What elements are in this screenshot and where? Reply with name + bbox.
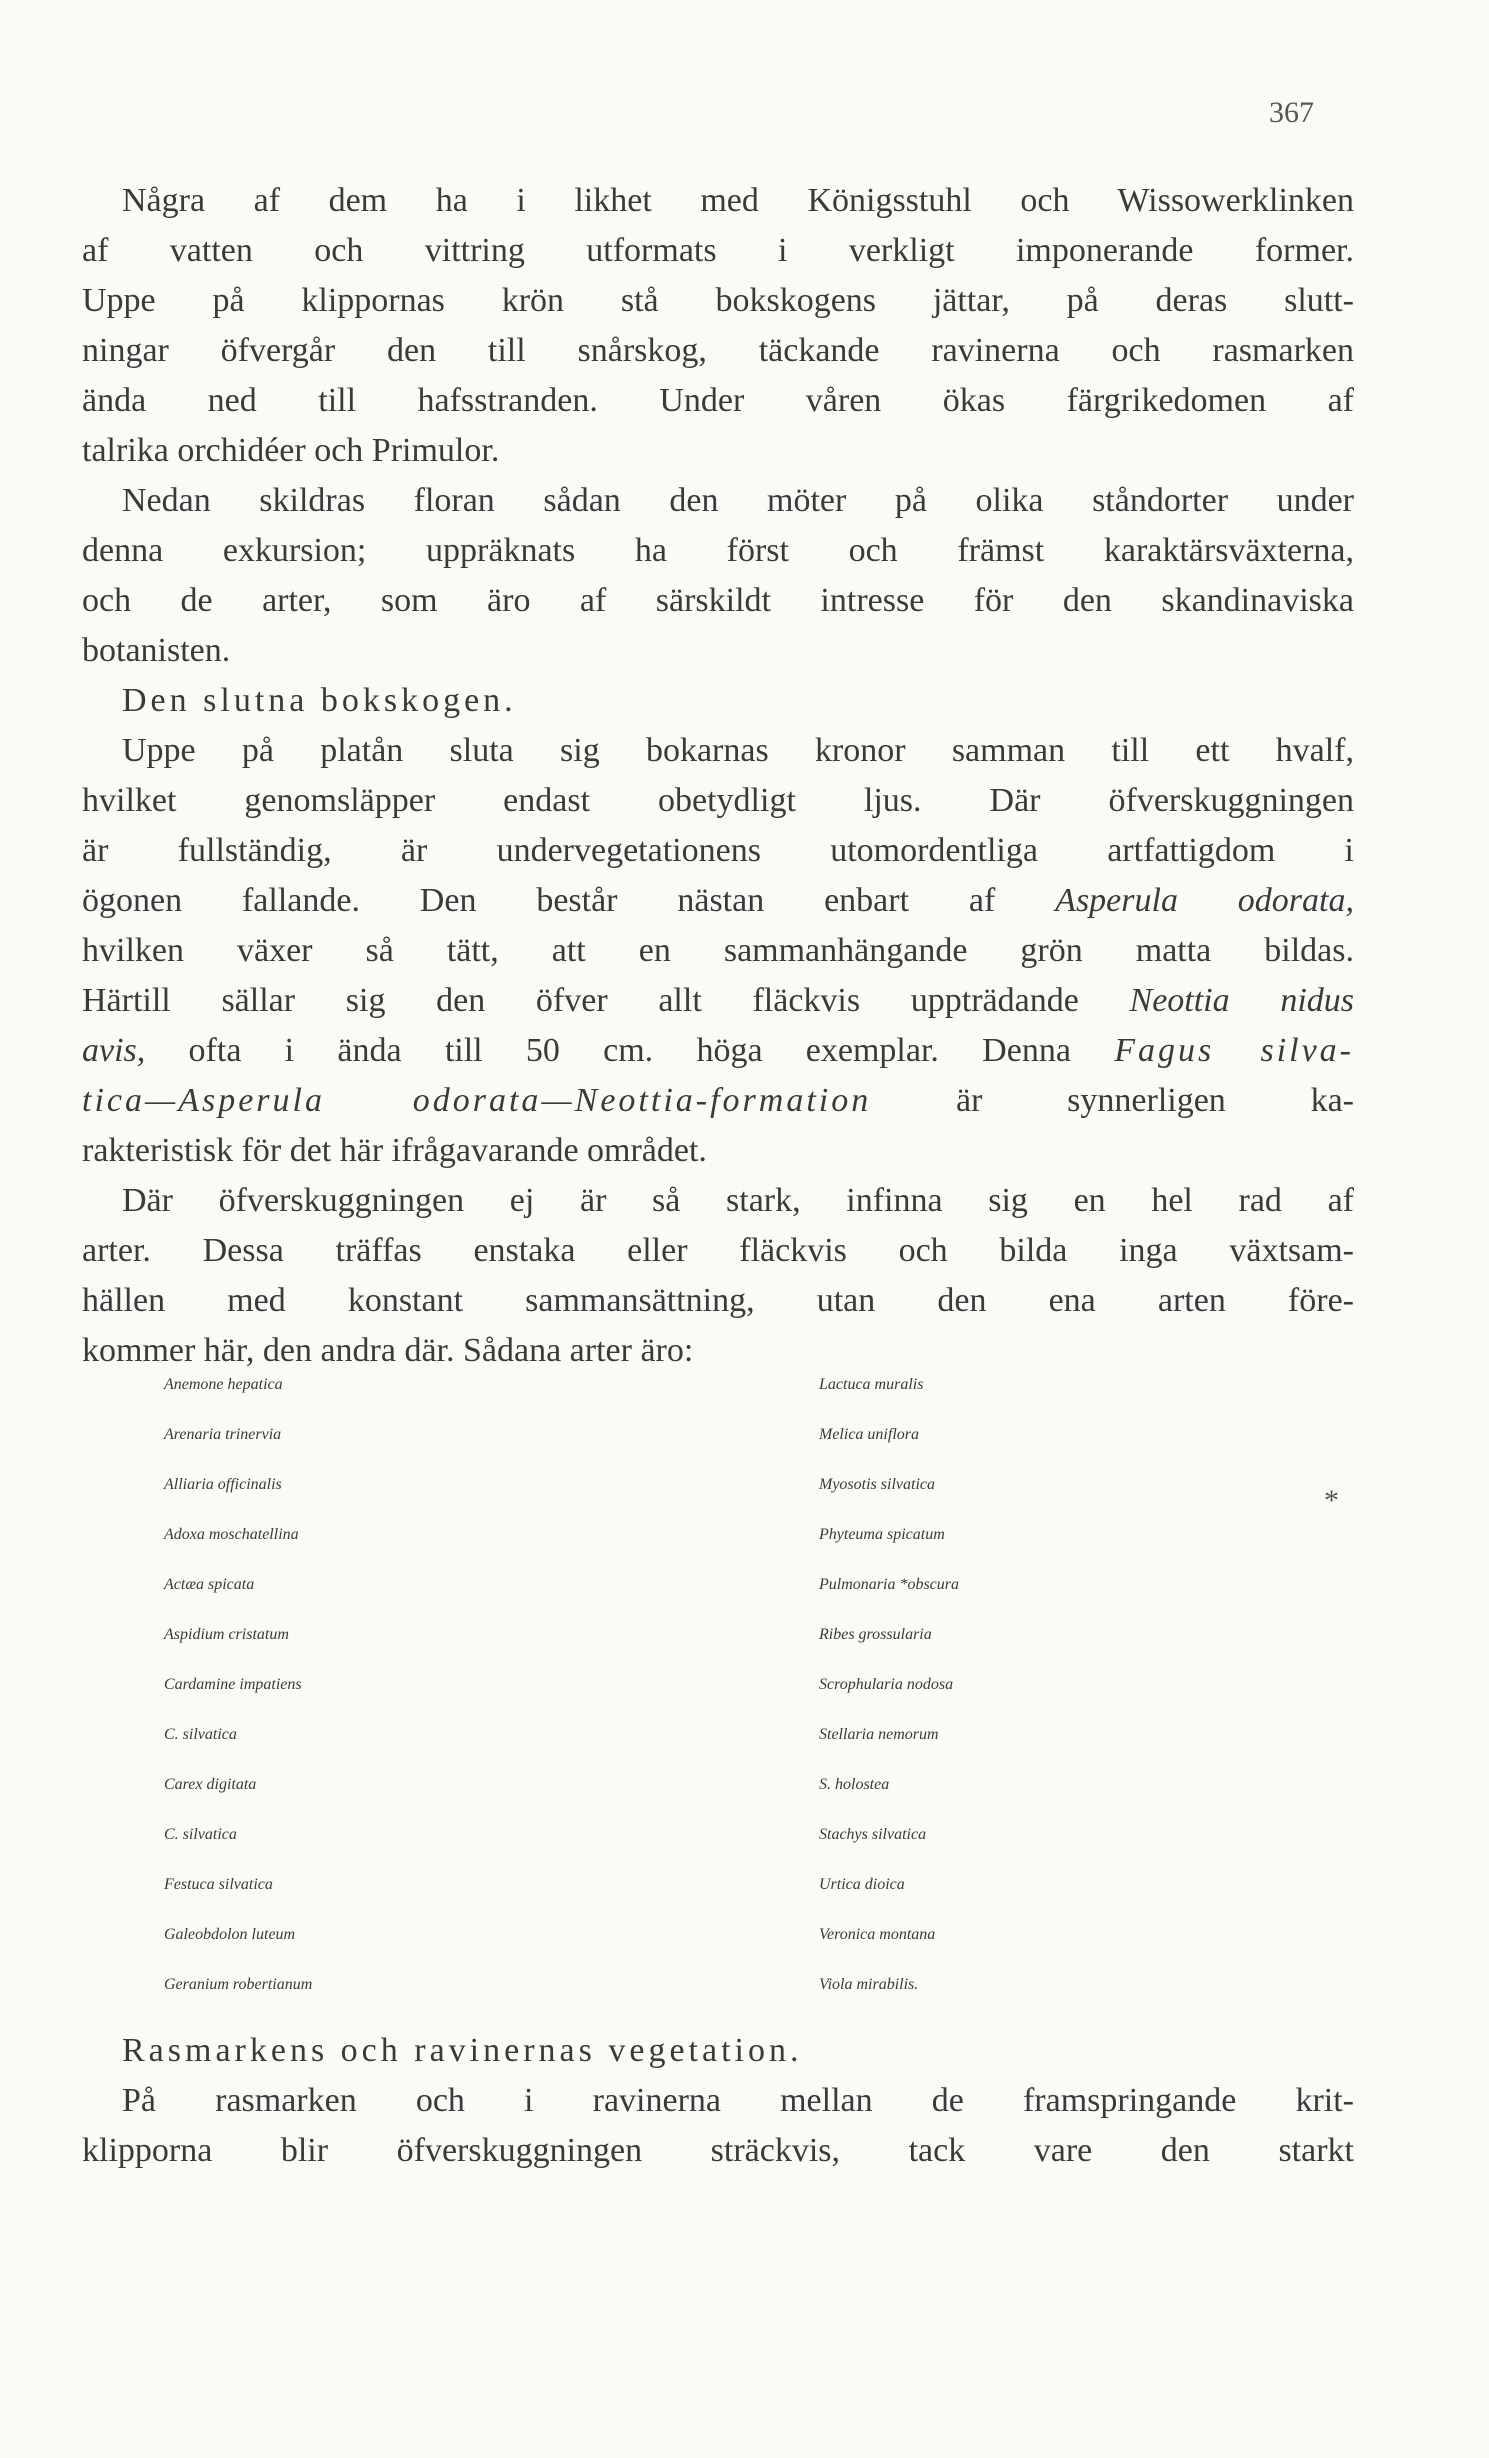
species-list-container xyxy=(82,1376,1419,2026)
paragraph-line: Där öfverskuggningen ej är så stark, infinna sig en hel rad af xyxy=(122,1182,1354,1219)
paragraph-line: klipporna blir öfverskuggningen sträckvis, tack vare den starkt xyxy=(82,2132,1354,2169)
paragraph-line: Uppe på klippornas krön stå bokskogens jättar, på deras slutt- xyxy=(82,282,1354,319)
text-run: ofta i ända till 50 cm. höga exemplar. Denna xyxy=(145,1032,1115,1069)
species-name: avis, xyxy=(82,1032,146,1069)
species-item: Viola mirabilis. xyxy=(819,1976,919,1993)
species-item: Myosotis silvatica xyxy=(819,1476,935,1493)
species-list xyxy=(82,1376,1419,2026)
text-run: ögonen fallande. Den består nästan enbart af xyxy=(82,882,1056,919)
paragraph-line: af vatten och vittring utformats i verkligt imponerande former. xyxy=(82,232,1354,269)
species-item: Stellaria nemorum xyxy=(819,1726,939,1743)
body-text-continued xyxy=(82,2026,1354,2176)
paragraph-line: är fullständig, är undervegetationens utomordentliga artfattigdom i xyxy=(82,832,1354,869)
paragraph-line: hvilken växer så tätt, att en sammanhängande grön matta bildas. xyxy=(82,932,1354,969)
species-item: Alliaria officinalis xyxy=(164,1476,282,1493)
species-name: Neottia nidus xyxy=(1129,982,1354,1019)
species-item: Carex digitata xyxy=(164,1776,257,1793)
species-name: Asperula odorata, xyxy=(1055,882,1354,919)
paragraph-line: hvilket genomsläpper endast obetydligt ljus. Där öfverskuggningen xyxy=(82,782,1354,819)
text-run: Härtill sällar sig den öfver allt fläckvis uppträdande xyxy=(82,982,1130,1019)
paragraph-line xyxy=(82,976,1354,1026)
body-text xyxy=(82,176,1354,1376)
paragraph-line: rakteristisk för det här ifrågavarande området. xyxy=(82,1132,707,1169)
species-item: Veronica montana xyxy=(819,1926,936,1943)
paragraph-line: På rasmarken och i ravinerna mellan de framspringande krit- xyxy=(122,2082,1354,2119)
paragraph-line: ända ned till hafsstranden. Under våren ökas färgrikedomen af xyxy=(82,382,1354,419)
species-item: Arenaria trinervia xyxy=(164,1426,282,1443)
species-item: Scrophularia nodosa xyxy=(819,1676,954,1693)
paragraph-line: kommer här, den andra där. Sådana arter äro: xyxy=(82,1332,694,1369)
paragraph-line: Några af dem ha i likhet med Königsstuhl och Wissowerklinken xyxy=(122,182,1354,219)
paragraph-line: talrika orchidéer och Primulor. xyxy=(82,432,500,469)
section-heading: Rasmarkens och ravinernas vegetation. xyxy=(122,2032,803,2069)
paragraph-line xyxy=(82,1076,1354,1126)
species-item: S. holostea xyxy=(819,1776,890,1793)
page-number: 367 xyxy=(1269,96,1314,129)
paragraph-line: botanisten. xyxy=(82,632,231,669)
species-item: Melica uniflora xyxy=(819,1426,919,1443)
paragraph-line: ningar öfvergår den till snårskog, täckande ravinerna och rasmarken xyxy=(82,332,1354,369)
species-item: Geranium robertianum xyxy=(164,1976,313,1993)
species-item: Cardamine impatiens xyxy=(164,1676,302,1693)
text-run: är synnerligen ka- xyxy=(871,1082,1354,1119)
species-item: Anemone hepatica xyxy=(164,1376,283,1393)
paragraph-line: denna exkursion; uppräknats ha först och främst karaktärsväxterna, xyxy=(82,532,1354,569)
species-item: Aspidium cristatum xyxy=(164,1626,289,1643)
paragraph-line xyxy=(82,1026,1354,1076)
species-item: Lactuca muralis xyxy=(819,1376,924,1393)
paragraph-line: Uppe på platån sluta sig bokarnas kronor samman till ett hvalf, xyxy=(122,732,1354,769)
paragraph-line: hällen med konstant sammansättning, utan den ena arten före- xyxy=(82,1282,1354,1319)
species-item: Actæa spicata xyxy=(164,1576,255,1593)
species-item: Stachys silvatica xyxy=(819,1826,927,1843)
species-item: C. silvatica xyxy=(164,1726,237,1743)
paragraph-line xyxy=(82,876,1354,926)
species-item: Galeobdolon luteum xyxy=(164,1926,296,1943)
paragraph-line: Nedan skildras floran sådan den möter på olika ståndorter under xyxy=(122,482,1354,519)
formation-name: tica—Asperula odorata—Neottia-formation xyxy=(82,1082,872,1119)
species-item: Ribes grossularia xyxy=(819,1626,932,1643)
species-item: Adoxa moschatellina xyxy=(164,1526,299,1543)
paragraph-line: och de arter, som äro af särskildt intresse för den skandinaviska xyxy=(82,582,1354,619)
paragraph-line: arter. Dessa träffas enstaka eller fläckvis och bilda inga växtsam- xyxy=(82,1232,1354,1269)
formation-name: Fagus silva- xyxy=(1114,1032,1354,1069)
species-item: Pulmonaria *obscura xyxy=(819,1576,959,1593)
species-item: Urtica dioica xyxy=(819,1876,905,1893)
section-heading: Den slutna bokskogen. xyxy=(122,682,517,719)
species-item: C. silvatica xyxy=(164,1826,237,1843)
margin-asterisk: * xyxy=(1324,1484,1339,1517)
species-item: Phyteuma spicatum xyxy=(819,1526,945,1543)
species-item: Festuca silvatica xyxy=(164,1876,273,1893)
